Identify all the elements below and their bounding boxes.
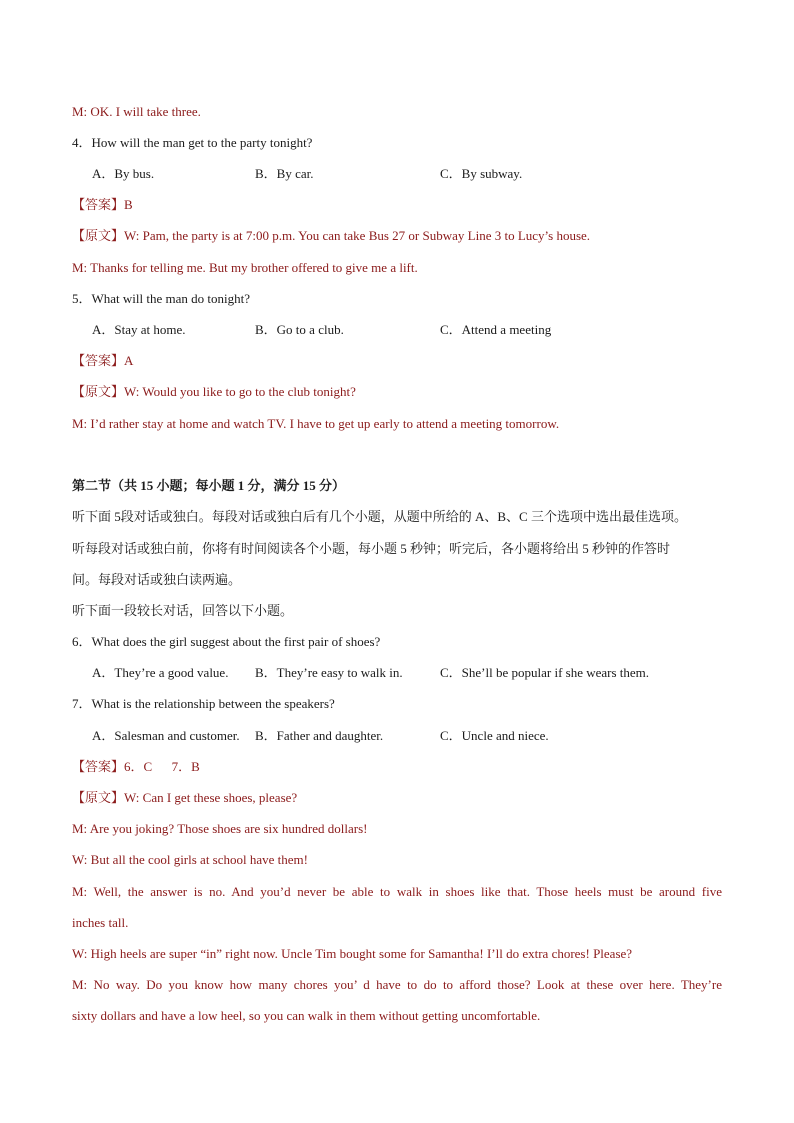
question-7: 7．What is the relationship between the speakers? (72, 696, 335, 711)
answer-6-7 (72, 758, 722, 776)
answer-label: 【答案】 (72, 353, 125, 368)
answer-5 (72, 352, 722, 370)
transcript-text: W: Can I get these shoes, please? (124, 790, 298, 805)
option-b: B．Father and daughter. (255, 728, 384, 743)
option-a: A．Stay at home. (92, 322, 186, 337)
option-a: A．Salesman and customer. (92, 728, 240, 743)
transcript-text: W: Pam, the party is at 7:00 p.m. You can take Bus 27 or Subway Line 3 to Lucy’s house. (124, 228, 591, 243)
answer-4 (72, 196, 722, 214)
option-b: B．They’re easy to walk in. (255, 665, 403, 680)
transcript-label: 【原文】 (72, 384, 125, 399)
option-c: C．By subway. (440, 166, 523, 181)
dialogue-line: M: I’d rather stay at home and watch TV. I have to get up early to attend a meeting tomorrow. (72, 416, 560, 431)
question-4-options (92, 165, 722, 183)
answer-label: 【答案】 (72, 759, 125, 774)
dialogue-line: M: Are you joking? Those shoes are six hundred dollars! (72, 821, 368, 836)
dialogue-line: M: Well, the answer is no. And you’d never be able to walk in shoes like that. Those heels must be around five (72, 884, 722, 899)
option-b: B．By car. (255, 166, 314, 181)
section-title: 第二节（共 15 小题；每小题 1 分，满分 15 分） (72, 478, 346, 493)
question-6: 6．What does the girl suggest about the first pair of shoes? (72, 634, 381, 649)
dialogue-line: W: High heels are super “in” right now. Uncle Tim bought some for Samantha! I’ll do extra chores! Please? (72, 946, 633, 961)
question-7-options (92, 727, 722, 745)
instruction-line: 听下面 5段对话或独白。每段对话或独白后有几个小题，从题中所给的 A、B、C 三个选项中选出最佳选项。 (72, 509, 687, 524)
instruction-line: 间。每段对话或独白读两遍。 (72, 572, 242, 587)
option-b: B．Go to a club. (255, 322, 344, 337)
instruction-line: 听每段对话或独白前，你将有时间阅读各个小题，每小题 5 秒钟；听完后，各小题将给出 5 秒钟的作答时 (72, 541, 671, 556)
option-c: C．Uncle and niece. (440, 728, 549, 743)
transcript-label: 【原文】 (72, 790, 125, 805)
instruction-line: 听下面一段较长对话，回答以下小题。 (72, 603, 294, 618)
question-4: 4．How will the man get to the party tonight? (72, 135, 313, 150)
transcript-6-7 (72, 789, 722, 807)
option-c: C．She’ll be popular if she wears them. (440, 665, 650, 680)
option-a: A．By bus. (92, 166, 155, 181)
answer-value: 6．C 7．B (124, 759, 200, 774)
question-6-options (92, 664, 722, 682)
answer-value: B (124, 197, 133, 212)
transcript-5 (72, 383, 722, 401)
dialogue-line: M: Thanks for telling me. But my brother offered to give me a lift. (72, 260, 418, 275)
answer-label: 【答案】 (72, 197, 125, 212)
dialogue-line: inches tall. (72, 915, 129, 930)
transcript-4 (72, 227, 722, 245)
transcript-text: W: Would you like to go to the club tonight? (124, 384, 356, 399)
dialogue-line: sixty dollars and have a low heel, so you can walk in them without getting uncomfortable. (72, 1008, 541, 1023)
option-a: A．They’re a good value. (92, 665, 229, 680)
dialogue-line: M: No way. Do you know how many chores you’ d have to do to afford those? Look at these over here. They’re (72, 977, 722, 992)
option-c: C．Attend a meeting (440, 322, 552, 337)
dialogue-line: W: But all the cool girls at school have them! (72, 852, 308, 867)
question-5-options (92, 321, 722, 339)
question-5: 5．What will the man do tonight? (72, 291, 250, 306)
dialogue-line: M: OK. I will take three. (72, 104, 201, 119)
answer-value: A (124, 353, 134, 368)
transcript-label: 【原文】 (72, 228, 125, 243)
